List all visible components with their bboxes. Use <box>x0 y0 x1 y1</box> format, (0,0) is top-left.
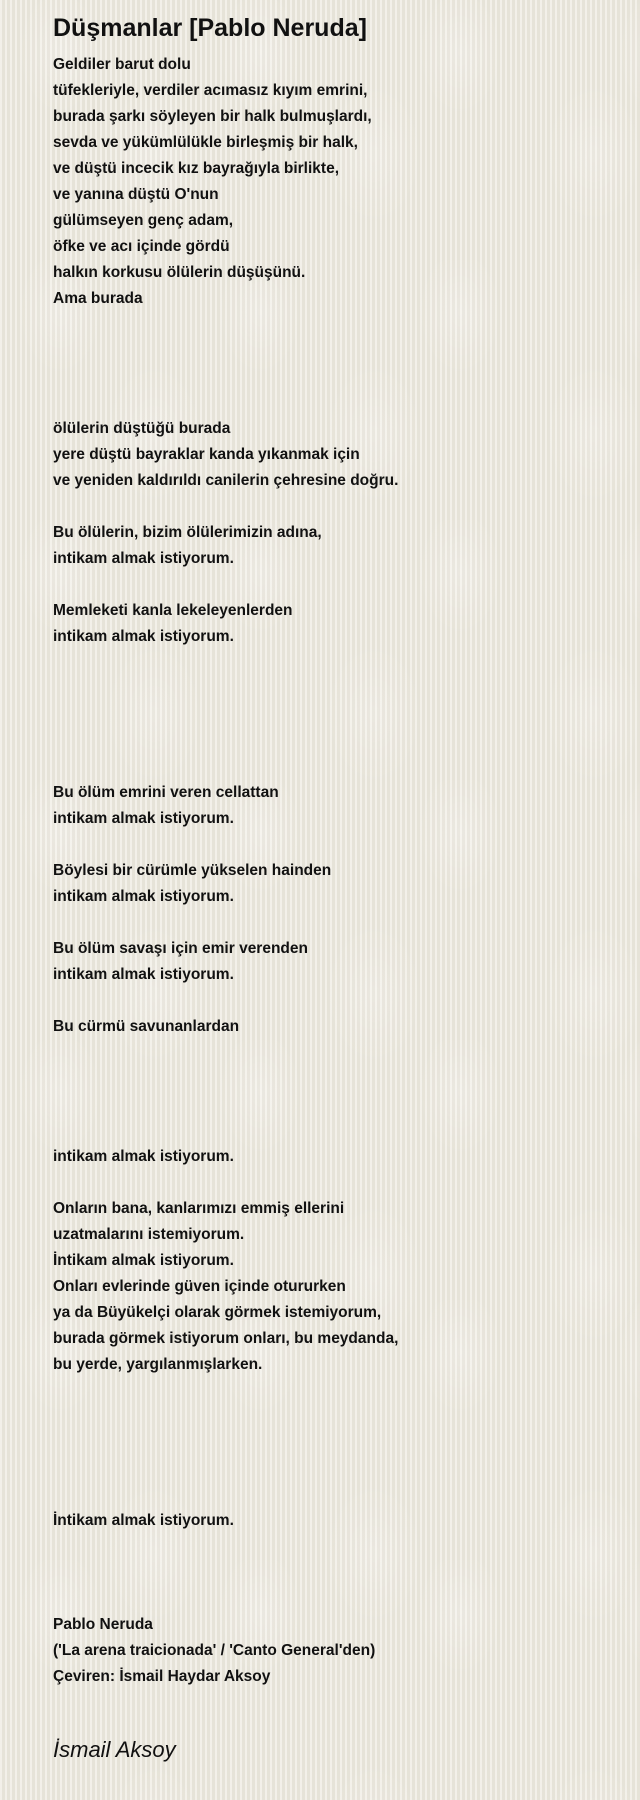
poem-blank-line <box>53 676 613 702</box>
poem-line: Bu ölülerin, bizim ölülerimizin adına, <box>53 524 322 541</box>
poem-line: ve yeniden kaldırıldı canilerin çehresine doğru. <box>53 472 399 489</box>
poem-line: ya da Büyükelçi olarak görmek istemiyorum, <box>53 1304 382 1321</box>
poem-blank-line <box>53 338 613 364</box>
poem-line: gülümseyen genç adam, <box>53 212 234 229</box>
poem-line: burada görmek istiyorum onları, bu meydanda, <box>53 1330 399 1347</box>
poem-blank-line <box>53 494 613 520</box>
poem-line: yere düştü bayraklar kanda yıkanmak için <box>53 446 360 463</box>
poem-line: Böylesi bir cürümle yükselen hainden <box>53 862 332 879</box>
poem-blank-line <box>53 754 613 780</box>
poem-blank-line <box>53 1118 613 1144</box>
poem-blank-line <box>53 1378 613 1404</box>
poem-blank-line <box>53 364 613 390</box>
poem-body <box>53 52 613 1690</box>
author-signature: İsmail Aksoy <box>53 1737 176 1762</box>
poem-line: Çeviren: İsmail Haydar Aksoy <box>53 1668 271 1685</box>
poem-blank-line <box>53 1092 613 1118</box>
poem-line: İntikam almak istiyorum. <box>53 1512 234 1529</box>
poem-line: ('La arena traicionada' / 'Canto General'den) <box>53 1642 376 1659</box>
poem-blank-line <box>53 312 613 338</box>
poem-line: intikam almak istiyorum. <box>53 810 234 827</box>
poem-line: uzatmalarını istemiyorum. <box>53 1226 245 1243</box>
poem-blank-line <box>53 832 613 858</box>
poem-line: Bu ölüm savaşı için emir verenden <box>53 940 308 957</box>
poem-blank-line <box>53 1456 613 1482</box>
poem-line: ve yanına düştü O'nun <box>53 186 219 203</box>
poem-line: Bu cürmü savunanlardan <box>53 1018 240 1035</box>
poem-blank-line <box>53 1430 613 1456</box>
poem-blank-line <box>53 1560 613 1586</box>
poem-blank-line <box>53 728 613 754</box>
poem-blank-line <box>53 650 613 676</box>
poem-blank-line <box>53 1040 613 1066</box>
poem-line: halkın korkusu ölülerin düşüşünü. <box>53 264 306 281</box>
poem-line: Onları evlerinde güven içinde otururken <box>53 1278 346 1295</box>
poem-line: öfke ve acı içinde gördü <box>53 238 230 255</box>
poem-line: Memleketi kanla lekeleyenlerden <box>53 602 293 619</box>
poem-line: Pablo Neruda <box>53 1616 153 1633</box>
poem-blank-line <box>53 1482 613 1508</box>
poem-title: Düşmanlar [Pablo Neruda] <box>53 14 367 42</box>
poem-line: ölülerin düştüğü burada <box>53 420 231 437</box>
poem-line: Ama burada <box>53 290 143 307</box>
poem-line: bu yerde, yargılanmışlarken. <box>53 1356 263 1373</box>
poem-line: burada şarkı söyleyen bir halk bulmuşlardı, <box>53 108 372 125</box>
poem-line: Bu ölüm emrini veren cellattan <box>53 784 279 801</box>
poem-line: ve düştü incecik kız bayrağıyla birlikte, <box>53 160 340 177</box>
poem-line: intikam almak istiyorum. <box>53 628 234 645</box>
poem-blank-line <box>53 572 613 598</box>
poem-line: İntikam almak istiyorum. <box>53 1252 234 1269</box>
poem-blank-line <box>53 1404 613 1430</box>
poem-blank-line <box>53 702 613 728</box>
poem-line: intikam almak istiyorum. <box>53 1148 234 1165</box>
poem-blank-line <box>53 988 613 1014</box>
poem-line: sevda ve yükümlülükle birleşmiş bir halk, <box>53 134 358 151</box>
poem-line: intikam almak istiyorum. <box>53 550 234 567</box>
poem-blank-line <box>53 1066 613 1092</box>
poem-line: Onların bana, kanlarımızı emmiş ellerini <box>53 1200 345 1217</box>
poem-blank-line <box>53 1586 613 1612</box>
poem-line: tüfekleriyle, verdiler acımasız kıyım emrini, <box>53 82 368 99</box>
poem-blank-line <box>53 1170 613 1196</box>
poem-line: Geldiler barut dolu <box>53 56 191 73</box>
poem-line: intikam almak istiyorum. <box>53 966 234 983</box>
poem-line: intikam almak istiyorum. <box>53 888 234 905</box>
poem-blank-line <box>53 910 613 936</box>
poem-blank-line <box>53 390 613 416</box>
poem-blank-line <box>53 1534 613 1560</box>
